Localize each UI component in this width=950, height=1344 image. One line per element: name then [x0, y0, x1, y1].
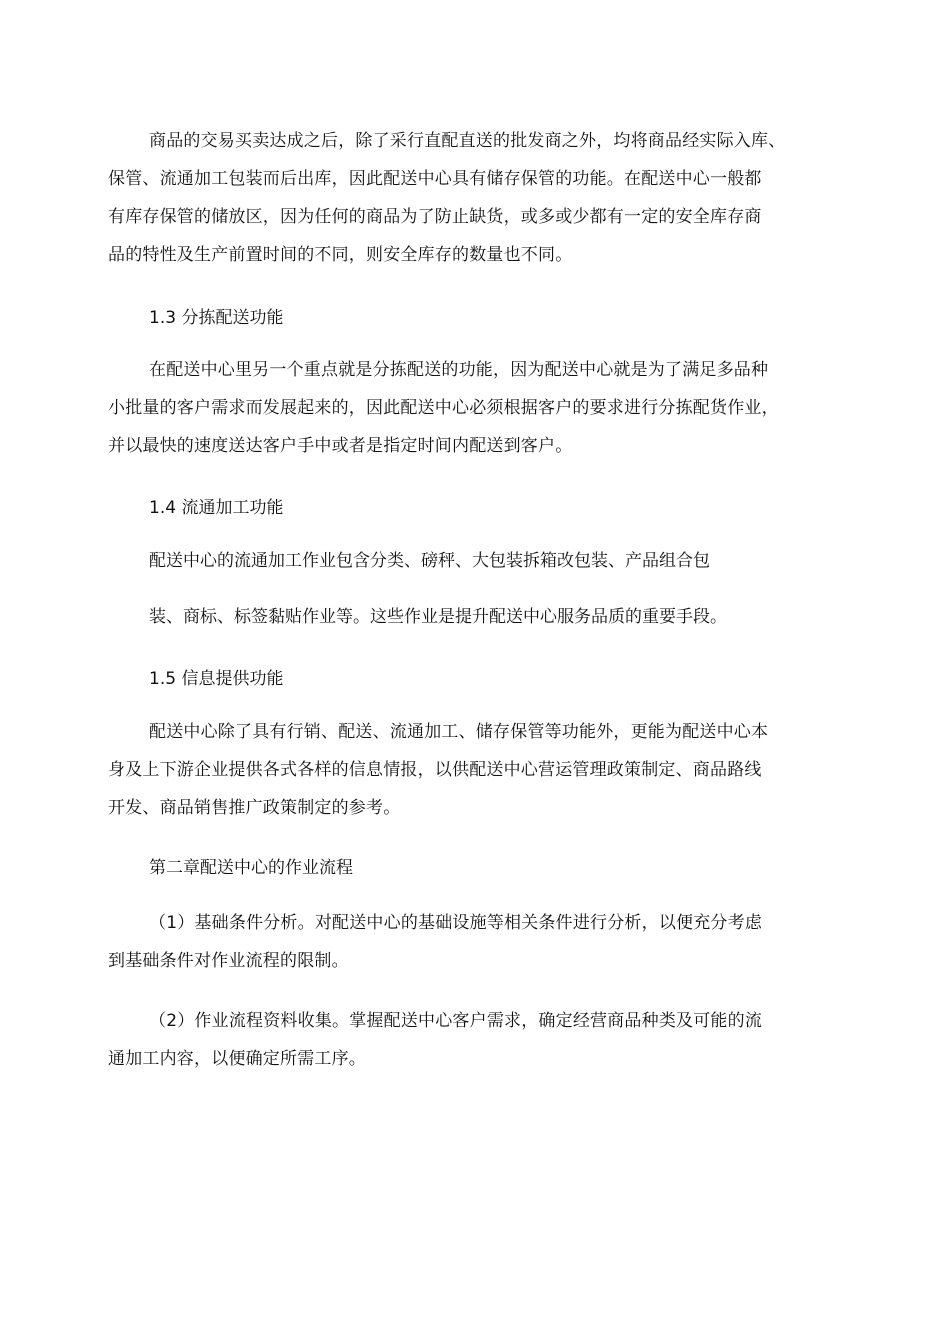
- section-1-4-paragraph-line-2: 装、商标、标签黏贴作业等。这些作业是提升配送中心服务品质的重要手段。: [149, 607, 727, 627]
- text-line: 配送中心除了具有行销、配送、流通加工、储存保管等功能外，更能为配送中心本: [149, 722, 769, 742]
- text-line: （1）基础条件分析。对配送中心的基础设施等相关条件进行分析，以便充分考虑: [149, 913, 763, 933]
- section-heading-1-3: 1.3 分拣配送功能: [149, 308, 284, 328]
- chapter-2-heading: 第二章配送中心的作业流程: [149, 858, 353, 878]
- section-heading-1-5: 1.5 信息提供功能: [149, 669, 284, 689]
- chapter-2-item-1: [108, 904, 762, 980]
- section-1-5-paragraph: [108, 713, 768, 827]
- chapter-2-item-2: [108, 1002, 762, 1078]
- text-line: 保管、流通加工包装而后出库，因此配送中心具有储存保管的功能。在配送中心一般都: [108, 169, 762, 189]
- text-line: 品的特性及生产前置时间的不同，则安全库存的数量也不同。: [108, 245, 573, 265]
- text-line: 通加工内容，以便确定所需工序。: [108, 1049, 366, 1069]
- text-line: 在配送中心里另一个重点就是分拣配送的功能，因为配送中心就是为了满足多品种: [149, 360, 769, 380]
- section-heading-1-4: 1.4 流通加工功能: [149, 498, 284, 518]
- text-line: 并以最快的速度送达客户手中或者是指定时间内配送到客户。: [108, 436, 573, 456]
- text-line: （2）作业流程资料收集。掌握配送中心客户需求，确定经营商品种类及可能的流: [149, 1011, 763, 1031]
- intro-paragraph: [108, 122, 785, 274]
- text-line: 身及上下游企业提供各式各样的信息情报，以供配送中心营运管理政策制定、商品路线: [108, 760, 762, 780]
- section-1-3-paragraph: [108, 351, 779, 465]
- text-line: 商品的交易买卖达成之后，除了采行直配直送的批发商之外，均将商品经实际入库、: [149, 131, 786, 151]
- section-1-4-paragraph-line-1: 配送中心的流通加工作业包含分类、磅秤、大包装拆箱改包装、产品组合包: [149, 551, 710, 571]
- text-line: 到基础条件对作业流程的限制。: [108, 951, 349, 971]
- text-line: 小批量的客户需求而发展起来的，因此配送中心必须根据客户的要求进行分拣配货作业，: [108, 398, 779, 418]
- text-line: 开发、商品销售推广政策制定的参考。: [108, 798, 401, 818]
- text-line: 有库存保管的储放区，因为任何的商品为了防止缺货，或多或少都有一定的安全库存商: [108, 207, 762, 227]
